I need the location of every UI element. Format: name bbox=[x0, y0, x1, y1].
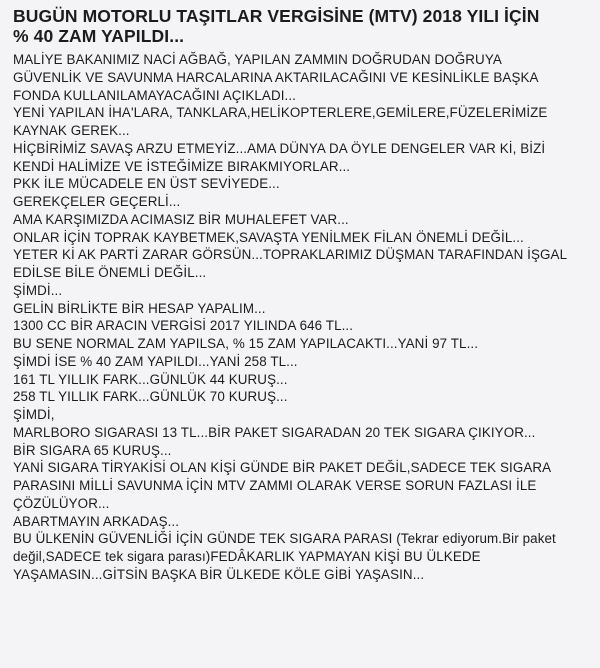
document-body bbox=[13, 51, 590, 584]
body-line: MALİYE BAKANIMIZ NACİ AĞBAĞ, YAPILAN ZAMMIN DOĞRUDAN DOĞRUYA bbox=[13, 52, 502, 67]
body-line: FONDA KULLANILAMAYACAĞINI AÇIKLADI... bbox=[13, 87, 296, 103]
document-title bbox=[13, 6, 590, 46]
body-line: GELİN BİRLİKTE BİR HESAP YAPALIM... bbox=[13, 300, 266, 316]
body-line: 258 TL YILLIK FARK...GÜNLÜK 70 KURUŞ... bbox=[13, 389, 288, 405]
title-line: % 40 ZAM YAPILDI... bbox=[13, 26, 185, 46]
body-line: YENİ YAPILAN İHA'LARA, TANKLARA,HELİKOPTERLERE,GEMİLERE,FÜZELERİMİZE bbox=[13, 105, 548, 121]
body-line: 1300 CC BİR ARACIN VERGİSİ 2017 YILINDA 646 TL... bbox=[13, 318, 354, 334]
body-line: PKK İLE MÜCADELE EN ÜST SEVİYEDE... bbox=[13, 176, 280, 192]
body-line: YANİ SIGARA TİRYAKİSİ OLAN KİŞİ GÜNDE BİR PAKET DEĞİL,SADECE TEK SIGARA bbox=[13, 460, 552, 476]
body-line: değil,SADECE tek sigara parası)FEDÂKARLIK YAPMAYAN KİŞİ BU ÜLKEDE bbox=[13, 549, 481, 564]
body-line: GÜVENLİK VE SAVUNMA HARCALARINA AKTARILACAĞINI VE KESİNLİKLE BAŞKA bbox=[13, 69, 539, 85]
body-line: ŞİMDİ, bbox=[13, 407, 55, 422]
body-line: YETER Kİ AK PARTİ ZARAR GÖRSÜN...TOPRAKLARIMIZ DÜŞMAN TARAFINDAN İŞGAL bbox=[13, 247, 568, 263]
body-line: ABARTMAYIN ARKADAŞ... bbox=[13, 513, 180, 529]
body-line: AMA KARŞIMIZDA ACIMASIZ BİR MUHALEFET VAR... bbox=[13, 211, 349, 227]
body-line: GEREKÇELER GEÇERLİ... bbox=[13, 194, 181, 209]
body-line: BU SENE NORMAL ZAM YAPILSA, % 15 ZAM YAPILACAKTI...YANİ 97 TL... bbox=[13, 336, 479, 351]
body-line: PARASINI MİLLİ SAVUNMA İÇİN MTV ZAMMI OLARAK VERSE SORUN FAZLASI İLE bbox=[13, 478, 537, 493]
body-line: KENDİ HALİMİZE VE İSTEĞİMİZE BIRAKMIYORLAR... bbox=[13, 158, 351, 174]
body-line: ÇÖZÜLÜYOR... bbox=[13, 495, 110, 511]
body-line: BU ÜLKENİN GÜVENLİĞİ İÇİN GÜNDE TEK SIGARA PARASI (Tekrar ediyorum.Bir paket bbox=[13, 531, 556, 547]
body-line: HİÇBİRİMİZ SAVAŞ ARZU ETMEYİZ...AMA DÜNYA DA ÖYLE DENGELER VAR Kİ, BİZİ bbox=[13, 140, 546, 156]
body-line: ŞİMDİ İSE % 40 ZAM YAPILDI...YANİ 258 TL... bbox=[13, 353, 298, 369]
body-line: MARLBORO SIGARASI 13 TL...BİR PAKET SIGARADAN 20 TEK SIGARA ÇIKIYOR... bbox=[13, 424, 536, 440]
body-line: BİR SIGARA 65 KURUŞ... bbox=[13, 442, 172, 458]
body-line: ŞİMDİ... bbox=[13, 282, 63, 298]
title-line: BUGÜN MOTORLU TAŞITLAR VERGİSİNE (MTV) 2018 YILI İÇİN bbox=[13, 6, 540, 26]
body-line: EDİLSE BİLE ÖNEMLİ DEĞİL... bbox=[13, 265, 207, 280]
body-line: YAŞAMASIN...GİTSİN BAŞKA BİR ÜLKEDE KÖLE GİBİ YAŞASIN... bbox=[13, 566, 425, 582]
body-line: KAYNAK GEREK... bbox=[13, 123, 130, 138]
body-line: ONLAR İÇİN TOPRAK KAYBETMEK,SAVAŞTA YENİLMEK FİLAN ÖNEMLİ DEĞİL... bbox=[13, 229, 524, 245]
body-line: 161 TL YILLIK FARK...GÜNLÜK 44 KURUŞ... bbox=[13, 371, 288, 387]
